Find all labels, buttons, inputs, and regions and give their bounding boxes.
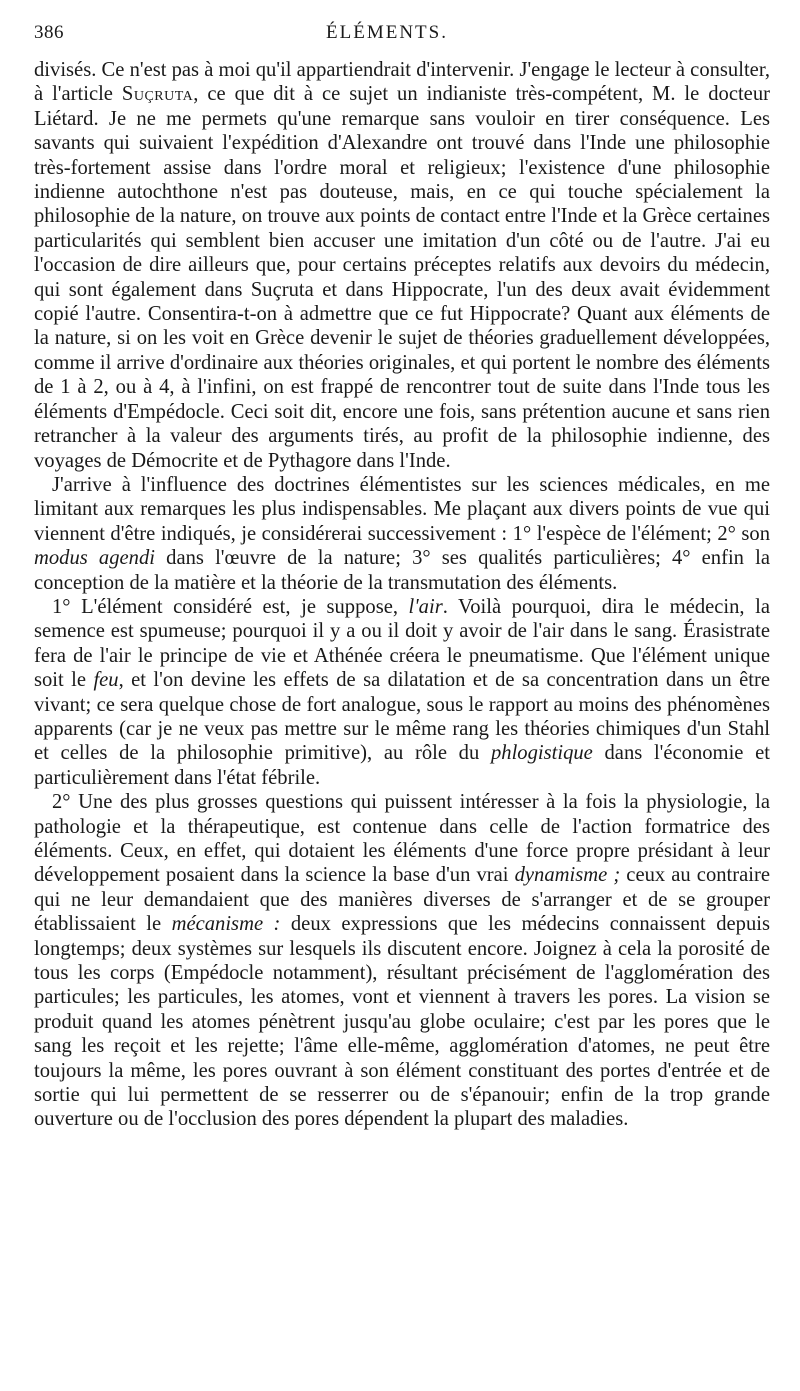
text-run: dans l'économie et particulièrement dans l'état fébrile.: [34, 742, 771, 789]
small-caps-term: Suçruta: [121, 83, 194, 106]
italic-term: phlogistique: [490, 742, 593, 765]
paragraph: [34, 58, 770, 473]
italic-term: dynamisme ;: [514, 864, 621, 887]
paragraph: [34, 595, 770, 790]
text-run: deux expressions que les médecins connaissent depuis longtemps; deux systèmes sur lesquels ils discutent encore. Joignez à cela la porosité de tous les corps (Empédocle notamment), résultant précisément de l'agglomération des particules; les particules, les atomes, vont et viennent à travers les pores. La vision se produit quand les atomes pénètrent jusqu'au globe oculaire; c'est par les pores que le sang les reçoit et les rejette; l'âme elle-même, agglomération d'atomes, ne peut être toujours la même, les pores ouvrant à son élément constituant des portes d'entrée et de sortie qui lui permettent de se resserrer ou de s'épanouir; enfin de la trop grande ouverture ou de l'occlusion des pores dépendent la plupart des maladies.: [34, 913, 771, 1131]
running-title: ÉLÉMENTS.: [326, 22, 448, 43]
text-run: J'arrive à l'influence des doctrines élémentistes sur les sciences médicales, en me limitant aux remarques les plus indispensables. Me plaçant aux divers points de vue qui viennent d'être indiqués, je considérerai successivement : 1° l'espèce de l'élément; 2° son: [34, 473, 770, 545]
italic-term: l'air: [408, 595, 443, 618]
body-text: [34, 58, 770, 1132]
italic-term: modus agendi: [34, 547, 155, 570]
page-number: 386: [34, 22, 64, 43]
italic-term: feu: [93, 669, 119, 692]
text-run: 2° Une des plus grosses questions qui puissent intéresser à la fois la physiologie, la pathologie et la thérapeutique, est contenue dans celle de l'action formatrice des éléments. Ceux, en effet, qui dotaient les éléments d'une force propre présidant à leur développement posaient dans la science la base d'un vrai: [34, 791, 770, 887]
text-run: divisés. Ce n'est pas à moi qu'il appartiendrait d'intervenir. J'engage le lecteur à consulter, à l'article: [34, 59, 770, 106]
text-run: 1° L'élément considéré est, je suppose,: [52, 595, 409, 618]
paragraph: [34, 790, 770, 1132]
text-run: ceux au contraire qui ne leur demandaient que des manières diverses de s'arranger et de se grouper établissaient le: [34, 864, 770, 936]
text-run: dans l'œuvre de la nature; 3° ses qualités particulières; 4° enfin la conception de la matière et la théorie de la transmutation des éléments.: [34, 547, 771, 594]
paragraph: [34, 473, 770, 595]
italic-term: mécanisme :: [171, 913, 281, 936]
text-run: . Voilà pourquoi, dira le médecin, la semence est spumeuse; pourquoi il y a ou il doit y avoir de l'air dans le sang. Érasistrate fera de l'air le principe de vie et Athénée créera le pneumatisme. Que l'élément unique soit le: [34, 595, 770, 692]
text-run: , ce que dit à ce sujet un indianiste très-compétent, M. le docteur Liétard. Je ne me permets qu'une remarque sans vouloir en tirer conséquence. Les savants qui suivaient l'expédition d'Alexandre ont trouvé dans l'Inde une philosophie très-fortement assise dans l'ordre moral et religieux; l'existence d'une philosophie indienne autochthone n'est pas douteuse, mais, en ce qui touche spécialement la philosophie de la nature, on trouve aux points de contact entre l'Inde et la Grèce certaines particularités qui semblent bien accuser une imitation d'un côté ou de l'autre. J'ai eu l'occasion de dire ailleurs que, pour certains préceptes relatifs aux devoirs du médecin, qui sont également dans Suçruta et dans Hippocrate, l'un des deux avait évidemment copié l'autre. Consentira-t-on à admettre que ce fut Hippocrate? Quant aux éléments de la nature, si on les voit en Grèce devenir le sujet de théories graduellement développées, comme il arrive d'ordinaire aux théories originales, et qui portent le nombre des éléments de 1 à 2, ou à 4, à l'infini, on est frappé de rencontrer tout de suite dans l'Inde tous les éléments d'Empédocle. Ceci soit dit, encore une fois, sans prétention aucune et sans rien retrancher à la valeur des arguments tirés, au profit de la philosophie indienne, des voyages de Démocrite et de Pythagore dans l'Inde.: [34, 83, 770, 472]
text-run: , et l'on devine les effets de sa dilatation et de sa concentration dans un être vivant; ce sera quelque chose de fort analogue, sous le rapport au moins des phénomènes apparents (car je ne veux pas mettre sur le même rang les théories chimiques d'un Stahl et celles de la philosophie primitive), au rôle du: [34, 669, 770, 765]
running-head: [34, 22, 770, 58]
